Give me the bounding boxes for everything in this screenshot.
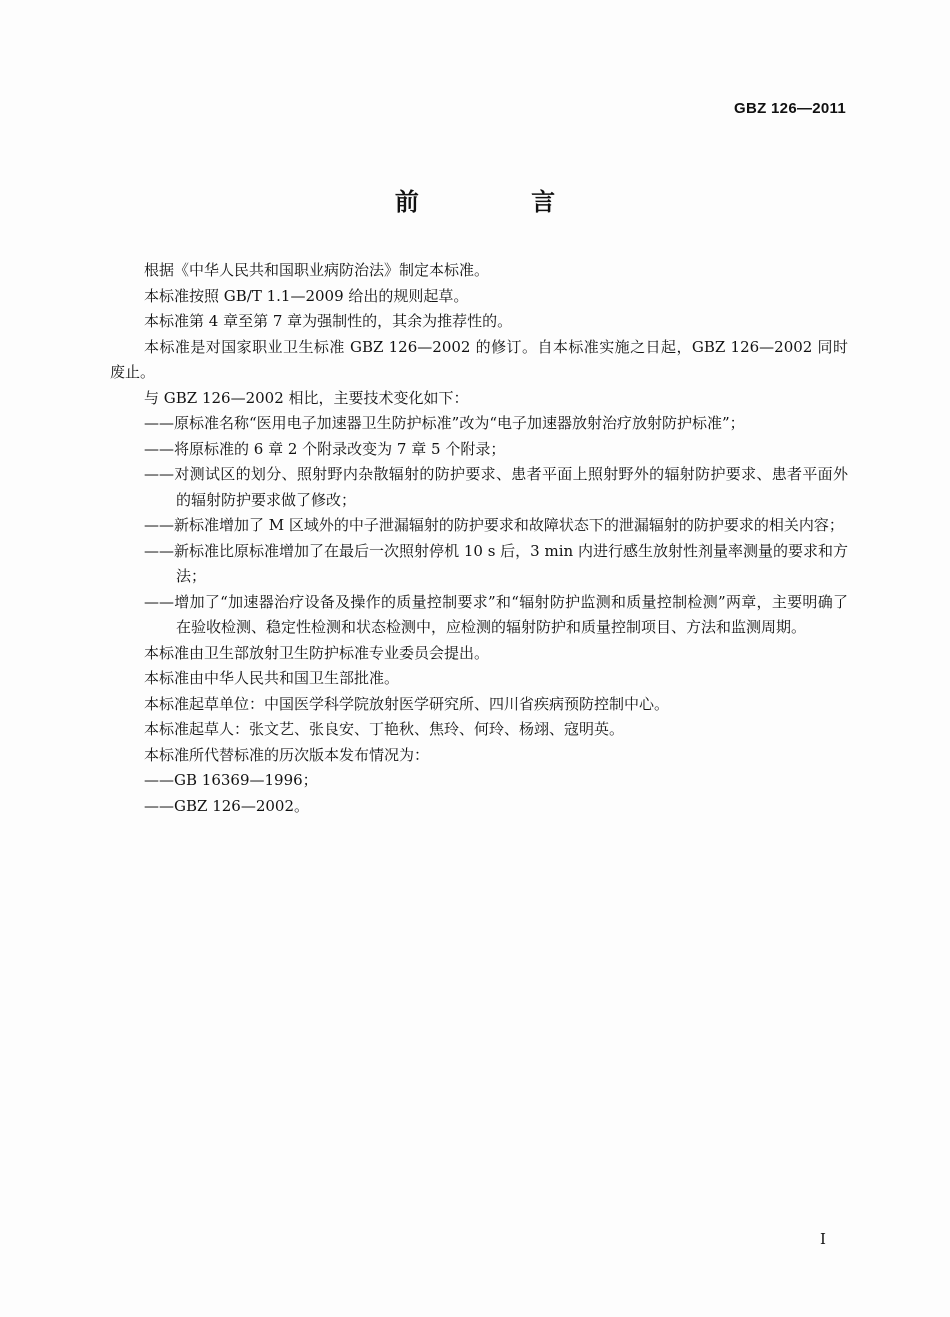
- paragraph: 根据《中华人民共和国职业病防治法》制定本标准。: [144, 261, 490, 279]
- paragraph: 本标准按照 GB/T 1.1—2009 给出的规则起草。: [144, 286, 469, 305]
- paragraph: 本标准由中华人民共和国卫生部批准。: [144, 669, 400, 687]
- change-item: ——原标准名称“医用电子加速器卫生防护标准”改为“电子加速器放射治疗放射防护标准”；: [144, 414, 745, 432]
- change-item: ——将原标准的 6 章 2 个附录改变为 7 章 5 个附录；: [144, 439, 506, 458]
- paragraph: 本标准起草人：张文艺、张良安、丁艳秋、焦玲、何玲、杨翊、寇明英。: [144, 720, 625, 738]
- change-item: ——新标准比原标准增加了在最后一次照射停机 10 s 后，3 min 内进行感生放射性剂量率测量的要求和方法；: [144, 541, 848, 585]
- page-title: 前 言: [394, 188, 608, 216]
- change-item: ——对测试区的划分、照射野内杂散辐射的防护要求、患者平面上照射野外的辐射防护要求、患者平面外的辐射防护要求做了修改；: [144, 465, 848, 509]
- foreword-body: [110, 258, 848, 819]
- change-item: ——增加了“加速器治疗设备及操作的质量控制要求”和“辐射防护监测和质量控制检测”两章，主要明确了在验收检测、稳定性检测和状态检测中，应检测的辐射防护和质量控制项目、方法和监测周期。: [144, 592, 848, 636]
- page-number: I: [820, 1230, 826, 1248]
- history-item: ——GBZ 126—2002。: [144, 796, 310, 815]
- paragraph: 本标准是对国家职业卫生标准 GBZ 126—2002 的修订。自本标准实施之日起，GBZ 126—2002 同时废止。: [110, 337, 848, 381]
- paragraph: 与 GBZ 126—2002 相比，主要技术变化如下：: [144, 388, 469, 407]
- history-item: ——GB 16369—1996；: [144, 771, 318, 789]
- paragraph: 本标准起草单位：中国医学科学院放射医学研究所、四川省疾病预防控制中心。: [144, 694, 670, 713]
- change-item: ——新标准增加了 M 区域外的中子泄漏辐射的防护要求和故障状态下的泄漏辐射的防护要求的相关内容；: [144, 516, 844, 534]
- paragraph: 本标准第 4 章至第 7 章为强制性的，其余为推荐性的。: [144, 312, 513, 330]
- paragraph: 本标准由卫生部放射卫生防护标准专业委员会提出。: [144, 643, 490, 662]
- standard-code: GBZ 126—2011: [734, 100, 846, 117]
- paragraph: 本标准所代替标准的历次版本发布情况为：: [144, 745, 430, 764]
